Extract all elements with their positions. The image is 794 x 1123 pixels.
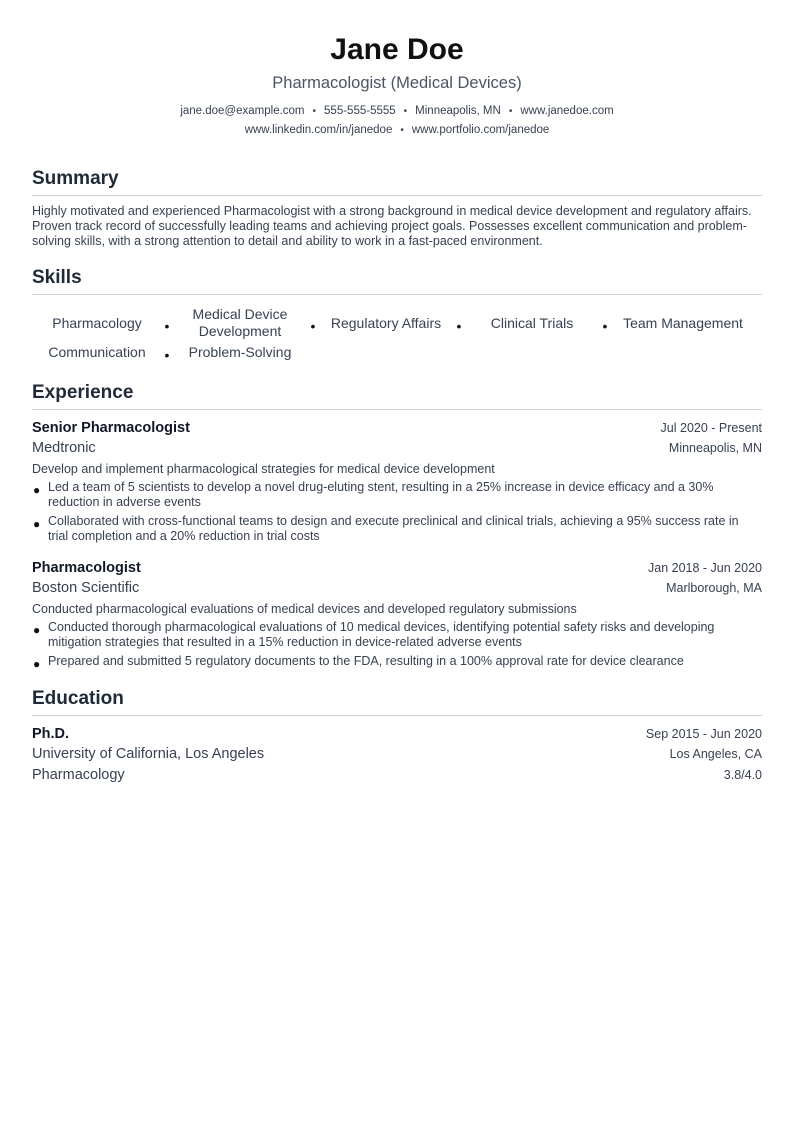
job-location: Marlborough, MA bbox=[666, 581, 762, 595]
experience-section bbox=[32, 381, 762, 669]
contact-linkedin[interactable]: www.linkedin.com/in/janedoe bbox=[244, 124, 393, 136]
summary-text: Highly motivated and experienced Pharmacologist with a strong background in medical device development and regulatory affairs. Proven track record of successfully leading teams and achieving project goals. Possesses excellent communication and problem-solving skills, with a strong attention to detail and ability to work in a fast-paced environment. bbox=[32, 204, 752, 248]
separator-dot-icon: • bbox=[508, 106, 513, 117]
skill-item: Team Management bbox=[623, 314, 743, 331]
skill-item: Pharmacology bbox=[52, 314, 142, 331]
section-divider bbox=[32, 409, 762, 410]
bullet-text: Led a team of 5 scientists to develop a novel drug-eluting stent, resulting in a 25% increase in device efficacy and a 30% reduction in adverse events bbox=[48, 480, 714, 509]
education-entry bbox=[32, 724, 762, 786]
bullet-text: Collaborated with cross-functional teams to design and execute preclinical and clinical trials, achieving a 95% success rate in trial completion and a 20% reduction in trial costs bbox=[48, 514, 739, 543]
contact-location: Minneapolis, MN bbox=[415, 105, 501, 117]
candidate-title: Pharmacologist (Medical Devices) bbox=[272, 74, 522, 92]
contact-email[interactable]: jane.doe@example.com bbox=[180, 105, 305, 117]
job-company: Medtronic bbox=[32, 440, 96, 456]
skill-item: Problem-Solving bbox=[188, 343, 292, 360]
job-bullets bbox=[32, 620, 762, 669]
job-company: Boston Scientific bbox=[32, 580, 140, 596]
job-bullets bbox=[32, 480, 762, 544]
job-description: Conducted pharmacological evaluations of medical devices and developed regulatory submissions bbox=[32, 602, 577, 616]
gpa: 3.8/4.0 bbox=[723, 768, 762, 782]
separator-dot-icon: • bbox=[310, 318, 316, 334]
section-divider bbox=[32, 294, 762, 295]
contact-website[interactable]: www.janedoe.com bbox=[520, 105, 614, 117]
skill-item: Regulatory Affairs bbox=[330, 314, 442, 331]
skills-section bbox=[32, 266, 762, 363]
job-date: Jul 2020 - Present bbox=[660, 421, 762, 435]
education-date: Sep 2015 - Jun 2020 bbox=[645, 727, 762, 741]
bullet-icon: ● bbox=[33, 623, 41, 637]
resume-header bbox=[32, 0, 762, 139]
separator-dot-icon: • bbox=[400, 125, 404, 136]
section-heading-summary: Summary bbox=[32, 168, 119, 189]
bullet-text: Prepared and submitted 5 regulatory documents to the FDA, resulting in a 100% approval rate for device clearance bbox=[48, 654, 684, 668]
field-of-study: Pharmacology bbox=[32, 767, 125, 783]
separator-dot-icon: • bbox=[403, 106, 408, 117]
job-date: Jan 2018 - Jun 2020 bbox=[648, 561, 762, 575]
bullet-icon: ● bbox=[33, 657, 41, 671]
separator-dot-icon: • bbox=[164, 347, 170, 363]
skill-item: Communication bbox=[48, 343, 146, 360]
skills-list bbox=[32, 303, 762, 363]
list-item bbox=[32, 480, 762, 510]
separator-dot-icon: • bbox=[456, 318, 462, 334]
bullet-icon: ● bbox=[33, 483, 41, 497]
skill-item: Medical Device Development bbox=[192, 306, 288, 339]
contact-row-primary bbox=[32, 103, 762, 120]
candidate-name: Jane Doe bbox=[330, 33, 464, 66]
contact-row-secondary bbox=[32, 122, 762, 139]
list-item bbox=[32, 620, 762, 650]
skill-item: Clinical Trials bbox=[490, 314, 574, 331]
section-divider bbox=[32, 195, 762, 196]
list-item bbox=[32, 514, 762, 544]
job-location: Minneapolis, MN bbox=[668, 441, 762, 455]
job-title: Pharmacologist bbox=[32, 560, 141, 576]
school-location: Los Angeles, CA bbox=[669, 747, 762, 761]
list-item bbox=[32, 654, 762, 669]
separator-dot-icon: • bbox=[312, 106, 317, 117]
education-section bbox=[32, 687, 762, 786]
section-heading-skills: Skills bbox=[32, 267, 82, 288]
bullet-icon: ● bbox=[33, 517, 41, 531]
job-title: Senior Pharmacologist bbox=[32, 420, 190, 436]
bullet-text: Conducted thorough pharmacological evaluations of 10 medical devices, identifying potential safety risks and developing mitigation strategies that resulted in a 15% reduction in device-related adverse events bbox=[48, 620, 715, 649]
section-divider bbox=[32, 715, 762, 716]
section-heading-education: Education bbox=[32, 688, 124, 709]
section-heading-experience: Experience bbox=[32, 382, 134, 403]
separator-dot-icon: • bbox=[164, 318, 170, 334]
contact-portfolio[interactable]: www.portfolio.com/janedoe bbox=[411, 124, 550, 136]
experience-entry bbox=[32, 558, 762, 669]
summary-section bbox=[32, 167, 762, 249]
job-description: Develop and implement pharmacological strategies for medical device development bbox=[32, 462, 495, 476]
school-name: University of California, Los Angeles bbox=[32, 746, 265, 762]
experience-entry bbox=[32, 418, 762, 544]
contact-phone[interactable]: 555-555-5555 bbox=[324, 105, 396, 117]
separator-dot-icon: • bbox=[602, 318, 608, 334]
degree: Ph.D. bbox=[32, 726, 70, 742]
